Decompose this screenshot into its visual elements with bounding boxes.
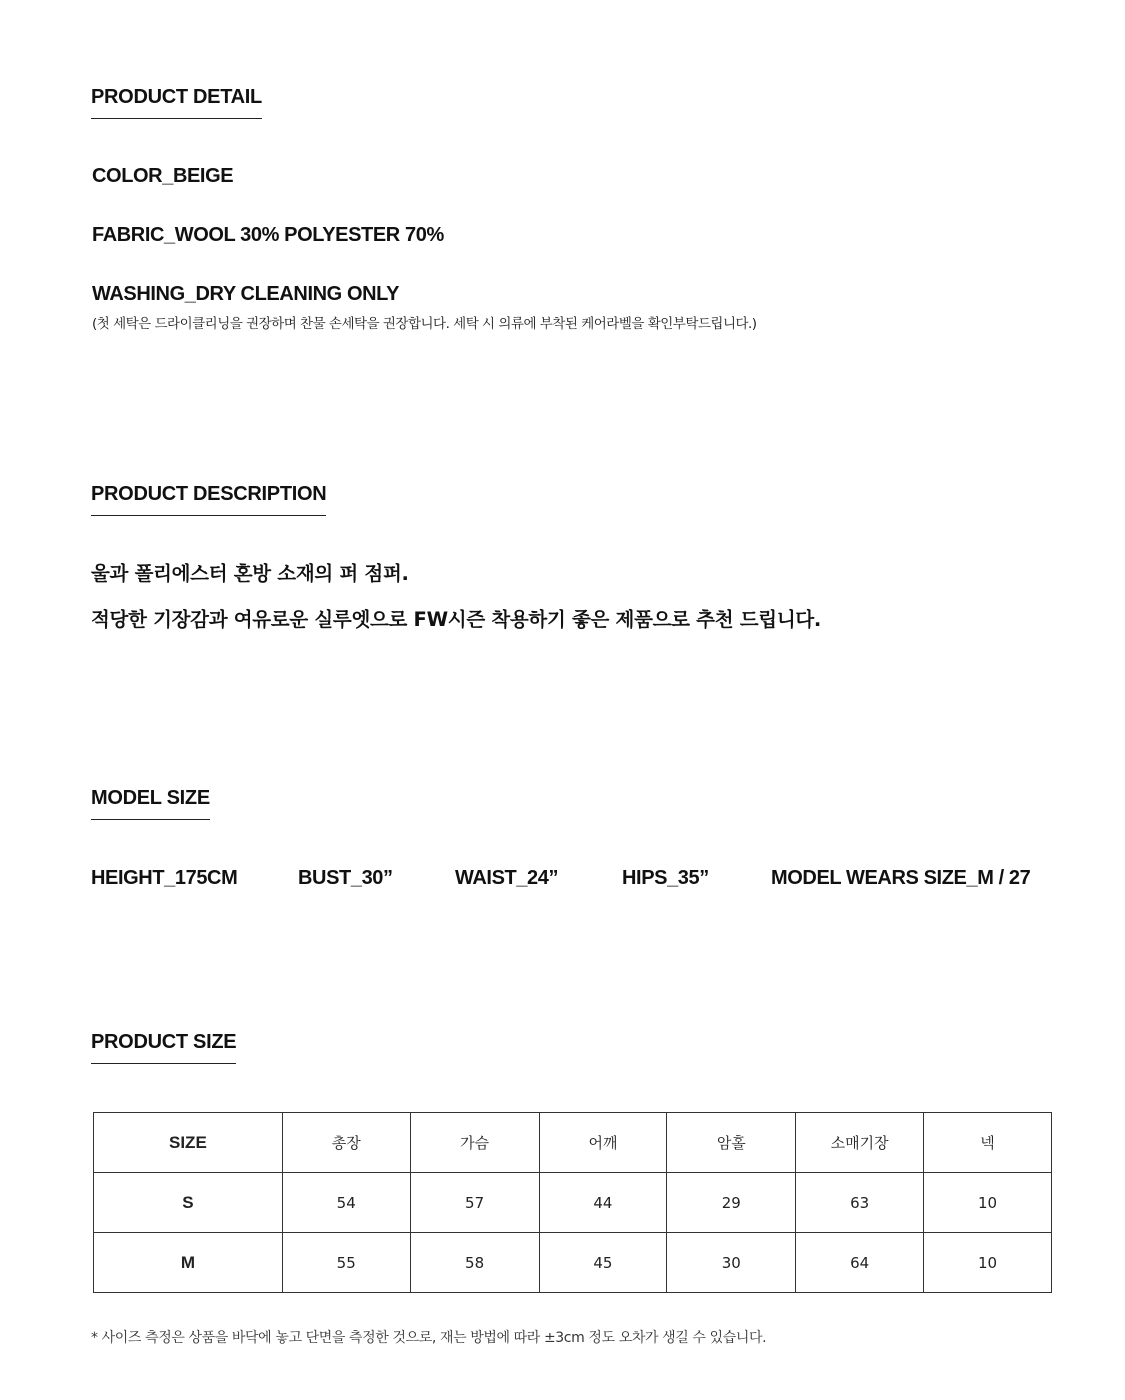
table-cell: 57 — [410, 1173, 539, 1233]
header-size: SIZE — [94, 1113, 283, 1173]
model-hips: HIPS_35” — [622, 867, 709, 889]
table-cell: 58 — [410, 1233, 539, 1293]
size-cell: S — [94, 1173, 283, 1233]
table-row — [94, 1233, 1052, 1293]
model-height: HEIGHT_175CM — [91, 867, 238, 889]
header-length: 총장 — [282, 1113, 410, 1173]
description-line-2: 적당한 기장감과 여유로운 실루엣으로 FW시즌 착용하기 좋은 제품으로 추천 드립니다. — [91, 608, 821, 631]
description-line-1: 울과 폴리에스터 혼방 소재의 퍼 점퍼. — [91, 562, 409, 585]
model-size-title: MODEL SIZE — [91, 786, 210, 820]
size-cell: M — [94, 1233, 283, 1293]
table-cell: 29 — [667, 1173, 796, 1233]
washing-text: WASHING_DRY CLEANING ONLY — [92, 283, 400, 305]
model-bust: BUST_30” — [298, 867, 393, 889]
table-cell: 55 — [282, 1233, 410, 1293]
table-cell: 30 — [667, 1233, 796, 1293]
header-chest: 가슴 — [410, 1113, 539, 1173]
size-footnote: * 사이즈 측정은 상품을 바닥에 놓고 단면을 측정한 것으로, 재는 방법에 따라 ±3cm 정도 오차가 생길 수 있습니다. — [91, 1330, 767, 1346]
header-armhole: 암홀 — [667, 1113, 796, 1173]
table-cell: 64 — [796, 1233, 924, 1293]
product-description-title: PRODUCT DESCRIPTION — [91, 482, 326, 516]
table-row — [94, 1173, 1052, 1233]
table-cell: 45 — [539, 1233, 667, 1293]
washing-note: (첫 세탁은 드라이클리닝을 권장하며 찬물 손세탁을 권장합니다. 세탁 시 의류에 부착된 케어라벨을 확인부탁드립니다.) — [92, 316, 757, 332]
table-cell: 63 — [796, 1173, 924, 1233]
size-table-header-row — [94, 1113, 1052, 1173]
fabric-text: FABRIC_WOOL 30% POLYESTER 70% — [92, 224, 444, 246]
table-cell: 54 — [282, 1173, 410, 1233]
header-sleeve-length: 소매기장 — [796, 1113, 924, 1173]
table-cell: 10 — [924, 1233, 1052, 1293]
header-shoulder: 어깨 — [539, 1113, 667, 1173]
product-detail-title: PRODUCT DETAIL — [91, 85, 262, 119]
model-wears-size: MODEL WEARS SIZE_M / 27 — [771, 867, 1031, 889]
header-neck: 넥 — [924, 1113, 1052, 1173]
size-table — [93, 1112, 1052, 1293]
color-text: COLOR_BEIGE — [92, 165, 234, 187]
model-waist: WAIST_24” — [455, 867, 559, 889]
product-size-title: PRODUCT SIZE — [91, 1030, 236, 1064]
table-cell: 44 — [539, 1173, 667, 1233]
table-cell: 10 — [924, 1173, 1052, 1233]
